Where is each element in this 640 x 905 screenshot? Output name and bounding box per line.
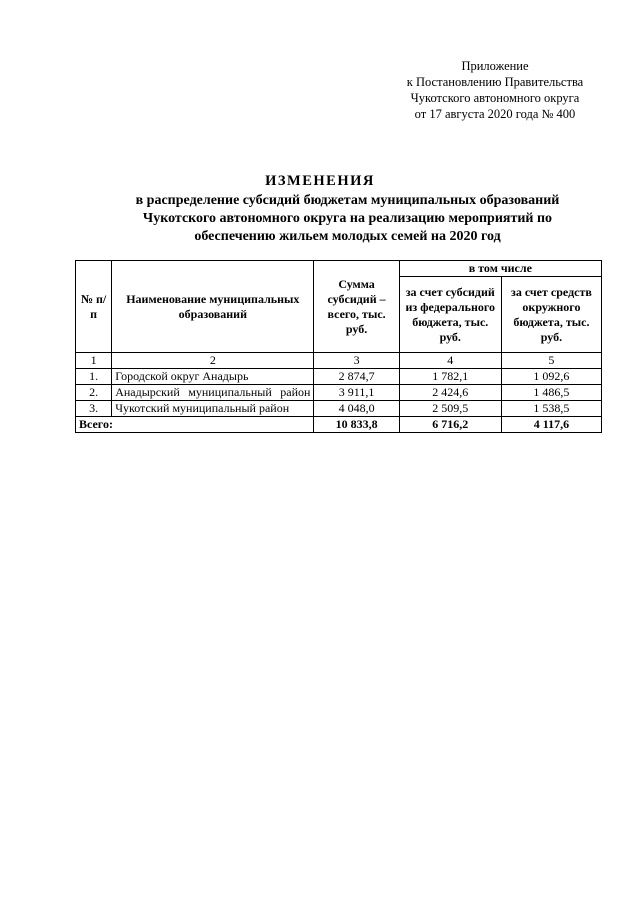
table-row — [76, 369, 602, 385]
title-line: Чукотского автономного округа на реализацию мероприятий по — [142, 211, 553, 226]
row-total: 3 911,1 — [314, 385, 399, 401]
header-district: за счет средств окружного бюджета, тыс. руб. — [501, 277, 601, 353]
appendix-line: от 17 августа 2020 года № 400 — [414, 107, 576, 121]
appendix-line: Чукотского автономного округа — [410, 91, 580, 105]
table-row — [76, 401, 602, 417]
row-num: 2. — [76, 385, 112, 401]
col-number: 2 — [112, 353, 314, 369]
col-number: 1 — [76, 353, 112, 369]
column-numbers-row — [76, 353, 602, 369]
row-federal: 2 424,6 — [399, 385, 501, 401]
appendix-line: к Постановлению Правительства — [406, 75, 584, 89]
header-federal: за счет субсидий из федерального бюджета, тыс. руб. — [399, 277, 501, 353]
header-including: в том числе — [399, 261, 601, 277]
appendix-line: Приложение — [461, 59, 529, 73]
col-number: 4 — [399, 353, 501, 369]
header-total: Сумма субсидий – всего, тыс. руб. — [314, 261, 399, 353]
row-district: 1 092,6 — [501, 369, 601, 385]
row-federal: 2 509,5 — [399, 401, 501, 417]
title-line: в распределение субсидий бюджетам муниципальных образований — [135, 193, 560, 208]
row-total: 4 048,0 — [314, 401, 399, 417]
col-number: 5 — [501, 353, 601, 369]
totals-district: 4 117,6 — [501, 417, 601, 433]
row-district: 1 538,5 — [501, 401, 601, 417]
subsidies-table — [75, 260, 602, 433]
totals-federal: 6 716,2 — [399, 417, 501, 433]
col-number: 3 — [314, 353, 399, 369]
row-total: 2 874,7 — [314, 369, 399, 385]
totals-row — [76, 417, 602, 433]
appendix-header — [380, 58, 610, 122]
totals-label: Всего: — [76, 417, 314, 433]
header-name: Наименование муниципальных образований — [112, 261, 314, 353]
row-name: Городской округ Анадырь — [112, 369, 314, 385]
table-row — [76, 385, 602, 401]
row-num: 3. — [76, 401, 112, 417]
header-num: № п/п — [76, 261, 112, 353]
document-title — [0, 172, 640, 246]
title-main: ИЗМЕНЕНИЯ — [265, 173, 375, 189]
totals-total: 10 833,8 — [314, 417, 399, 433]
row-name: Анадырский муниципальный район — [112, 385, 314, 401]
title-line: обеспечению жильем молодых семей на 2020 год — [194, 229, 501, 244]
row-name: Чукотский муниципальный район — [112, 401, 314, 417]
row-num: 1. — [76, 369, 112, 385]
row-federal: 1 782,1 — [399, 369, 501, 385]
row-district: 1 486,5 — [501, 385, 601, 401]
